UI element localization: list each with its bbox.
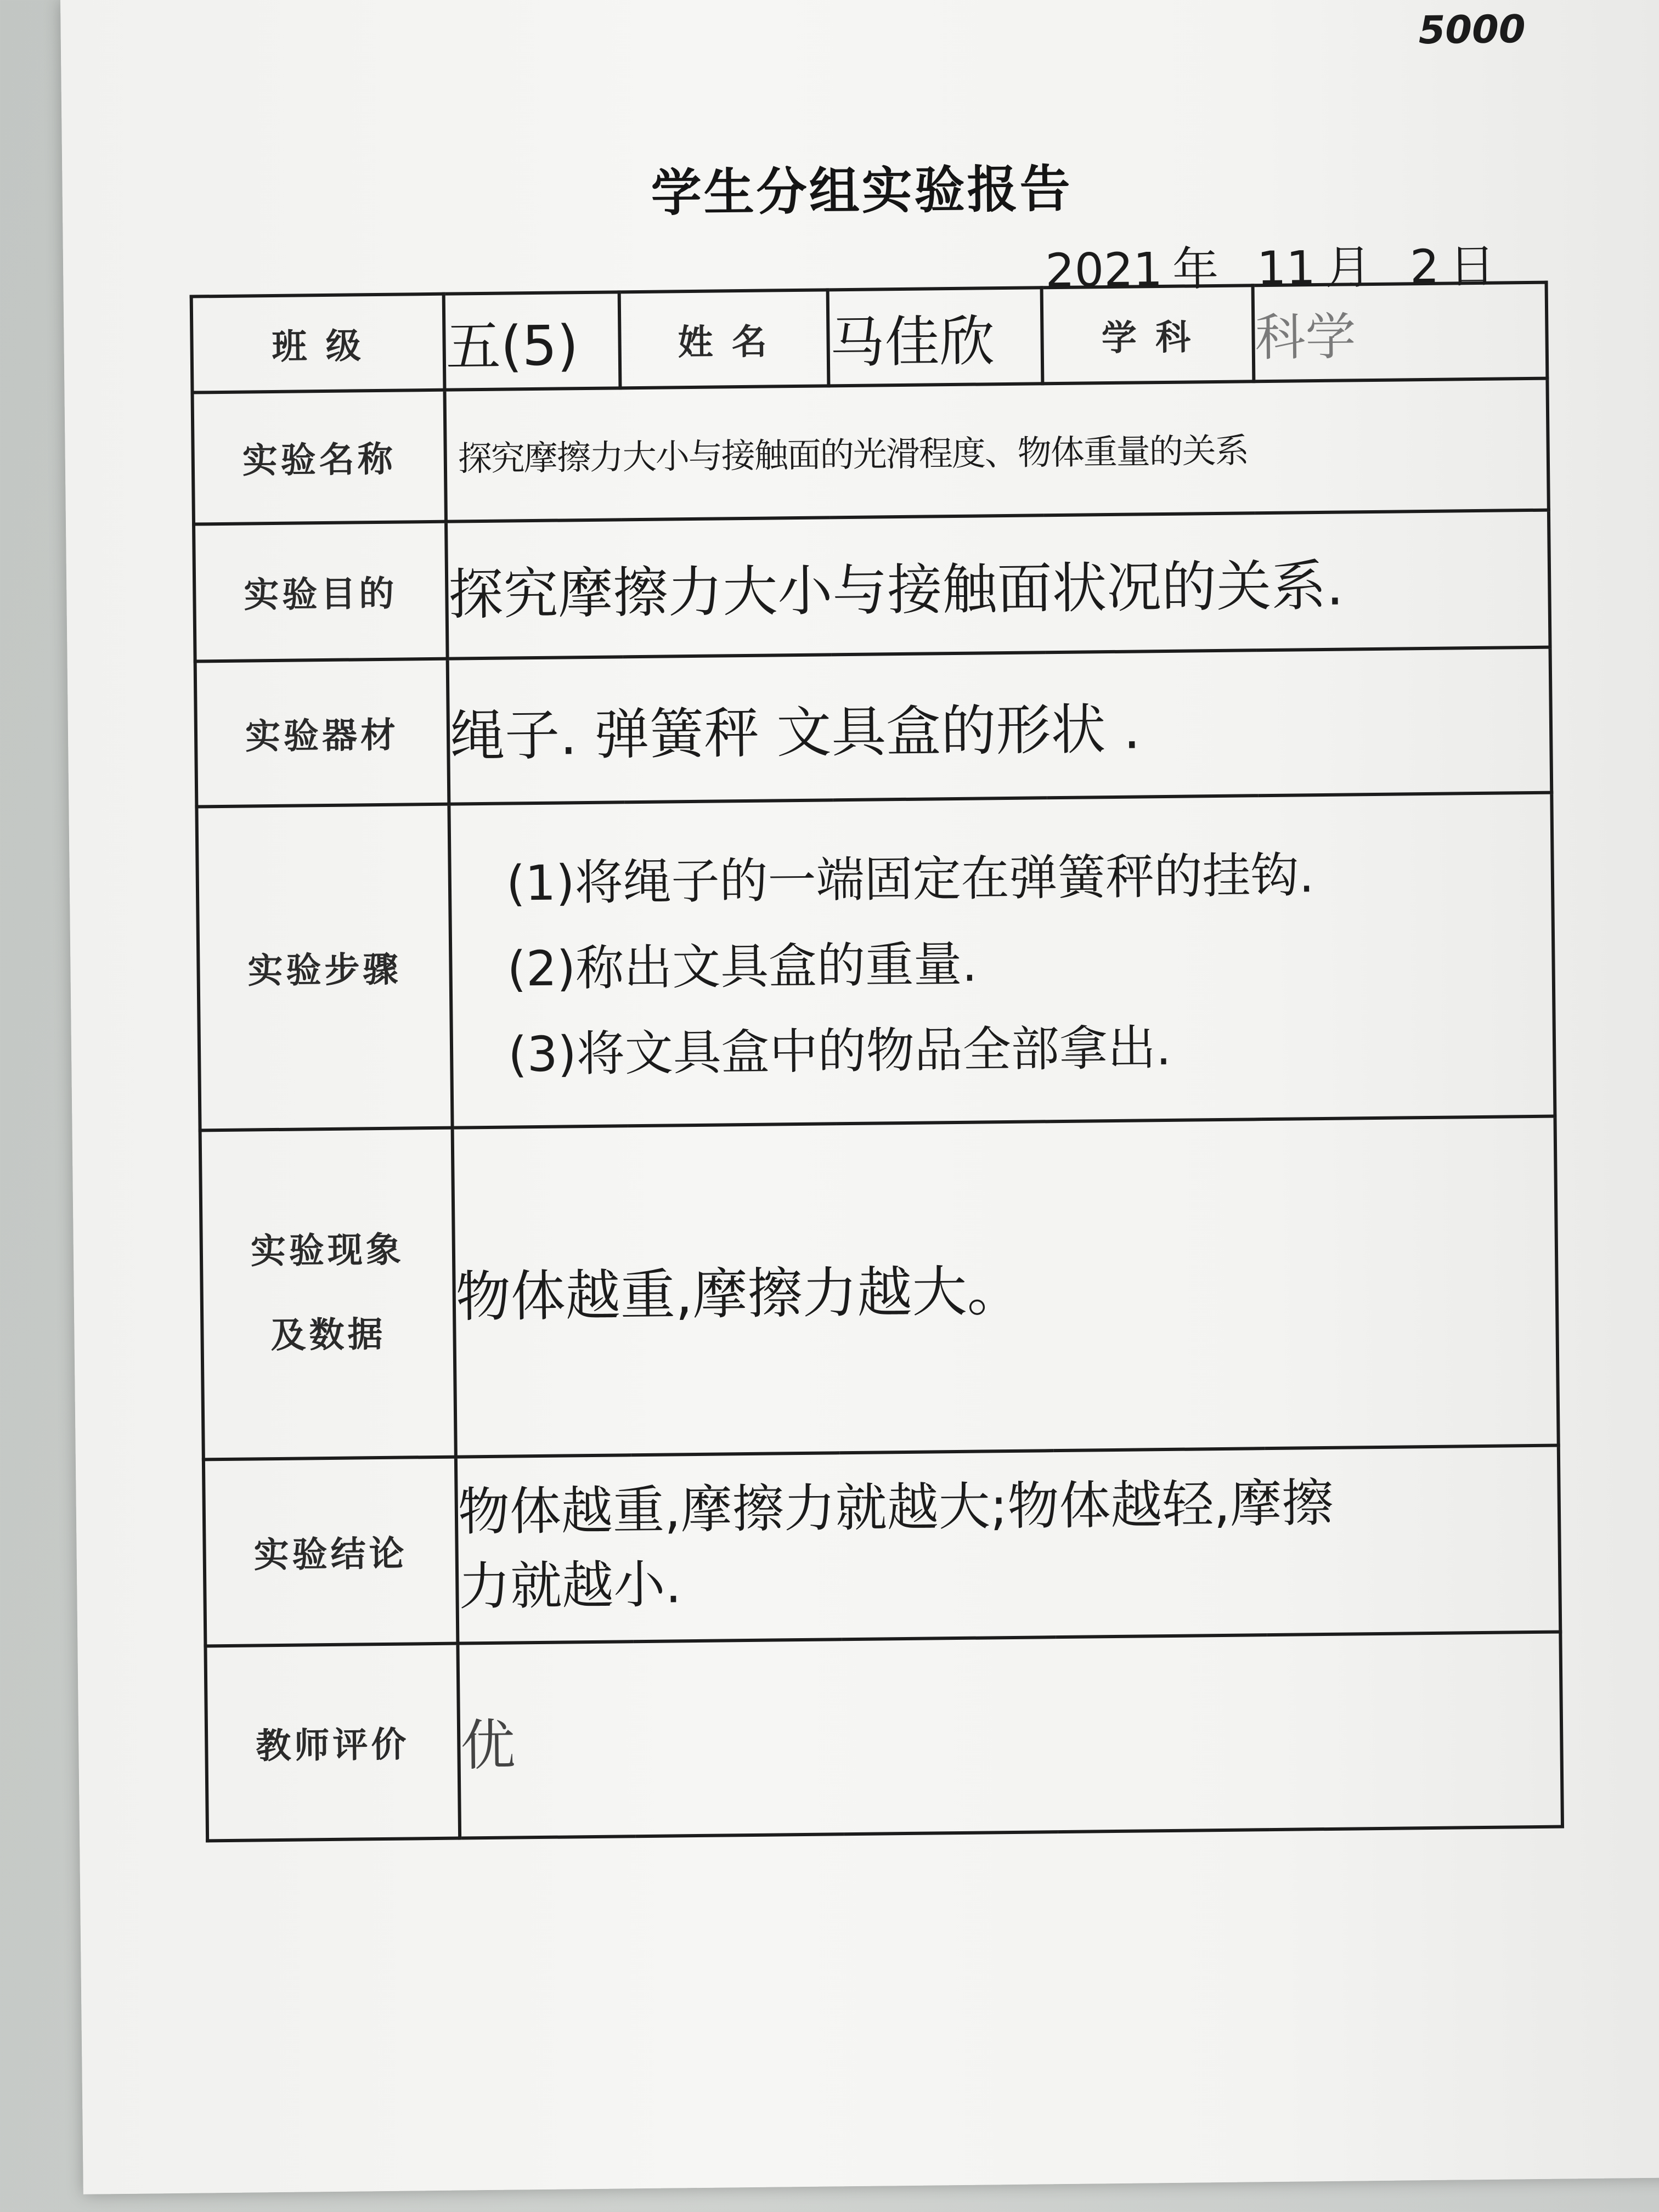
page-number: 5000: [1418, 7, 1526, 53]
purpose-row: [194, 510, 1550, 662]
date-month: 11: [1256, 241, 1316, 296]
conclusion-line2: 力就越小.: [458, 1555, 682, 1617]
observation-row: [200, 1116, 1559, 1460]
teacher-eval-value: 优: [458, 1632, 1562, 1838]
step-item: (2)称出文具盒的重量.: [506, 935, 978, 997]
materials-value: 绳子. 弹簧秤 文具盒的形状 .: [448, 647, 1552, 804]
subject-label: 学 科: [1042, 285, 1254, 383]
experiment-name-value: 探究摩擦力大小与接触面的光滑程度、物体重量的关系: [444, 379, 1548, 522]
name-value: 马佳欣: [828, 287, 1043, 386]
date-year-unit: 年: [1172, 241, 1219, 296]
purpose-value: 探究摩擦力大小与接触面状况的关系.: [446, 510, 1550, 659]
date-day: 2: [1409, 239, 1440, 294]
observation-label-line1: 实验现象: [250, 1229, 405, 1272]
steps-row: [196, 793, 1555, 1131]
purpose-label: 实验目的: [194, 522, 448, 662]
materials-row: [195, 647, 1552, 807]
report-paper: [60, 0, 1659, 2194]
step-item: (3)将文具盒中的物品全部拿出.: [507, 1019, 1172, 1083]
date-month-unit: 月: [1325, 240, 1372, 295]
name-label: 姓 名: [619, 290, 829, 388]
class-value: 五(5): [444, 292, 620, 390]
header-row: [191, 283, 1548, 393]
conclusion-line1: 物体越重,摩擦力就越大;物体越轻,摩擦: [458, 1473, 1334, 1543]
teacher-eval-row: [205, 1632, 1562, 1841]
conclusion-row: [204, 1446, 1560, 1646]
subject-value: 科学: [1253, 283, 1548, 382]
steps-label: 实验步骤: [196, 804, 452, 1131]
materials-label: 实验器材: [195, 659, 449, 807]
steps-list: [449, 793, 1555, 1128]
observation-value: 物体越重,摩擦力越大。: [453, 1116, 1559, 1457]
experiment-name-row: [193, 379, 1549, 524]
observation-label-line2: 及数据: [270, 1314, 386, 1357]
teacher-eval-label: 教师评价: [205, 1644, 460, 1841]
observation-label: [200, 1128, 456, 1460]
conclusion-label: 实验结论: [204, 1457, 458, 1646]
experiment-name-label: 实验名称: [193, 390, 446, 524]
date-day-unit: 日: [1448, 239, 1496, 294]
step-item: (1)将绳子的一端固定在弹簧秤的挂钩.: [506, 847, 1315, 912]
conclusion-value: [456, 1446, 1560, 1644]
date-year: 2021: [1045, 242, 1163, 298]
page-title: 学生分组实验报告: [651, 159, 1073, 223]
class-label: 班 级: [191, 294, 445, 393]
report-table: [190, 281, 1564, 1843]
